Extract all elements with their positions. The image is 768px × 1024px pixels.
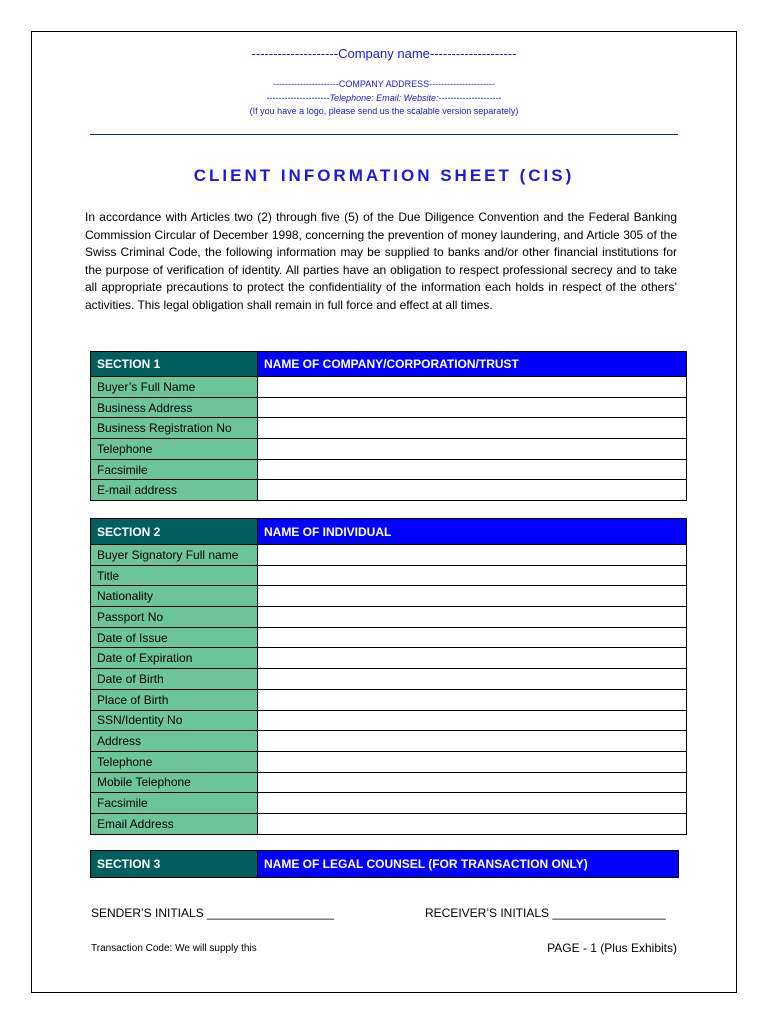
field-label: Telephone: [91, 751, 258, 772]
field-input[interactable]: [258, 545, 687, 566]
section-3-table: [90, 850, 679, 878]
section-3-label: SECTION 3: [91, 851, 258, 878]
table-row: [91, 377, 687, 398]
table-row: [91, 627, 687, 648]
field-label: Business Address: [91, 397, 258, 418]
field-label: Facsimile: [91, 793, 258, 814]
field-label: Address: [91, 731, 258, 752]
table-row: [91, 689, 687, 710]
logo-note: (If you have a logo, please send us the scalable version separately): [249, 106, 519, 116]
transaction-code: Transaction Code: We will supply this: [91, 943, 257, 954]
field-input[interactable]: [258, 813, 687, 834]
field-label: E-mail address: [91, 480, 258, 501]
field-input[interactable]: [258, 377, 687, 398]
field-input[interactable]: [258, 751, 687, 772]
receiver-initials: RECEIVER’S INITIALS _________________: [425, 906, 666, 920]
field-input[interactable]: [258, 397, 687, 418]
field-input[interactable]: [258, 689, 687, 710]
field-label: Buyer Signatory Full name: [91, 545, 258, 566]
field-label: Email Address: [91, 813, 258, 834]
section-1-label: SECTION 1: [91, 352, 258, 377]
field-input[interactable]: [258, 565, 687, 586]
table-row: [91, 418, 687, 439]
table-row: [91, 710, 687, 731]
field-input[interactable]: [258, 480, 687, 501]
field-label: Facsimile: [91, 459, 258, 480]
field-label: SSN/Identity No: [91, 710, 258, 731]
table-row: [91, 607, 687, 628]
table-row: [91, 669, 687, 690]
field-label: Mobile Telephone: [91, 772, 258, 793]
field-input[interactable]: [258, 648, 687, 669]
field-input[interactable]: [258, 586, 687, 607]
table-row: [91, 751, 687, 772]
contact-line: ---------------------Telephone: Email: Website:---------------------: [266, 93, 502, 103]
field-label: Passport No: [91, 607, 258, 628]
table-row: [91, 439, 687, 460]
section-3-heading: NAME OF LEGAL COUNSEL (FOR TRANSACTION ONLY): [258, 851, 679, 878]
section-1-heading: NAME OF COMPANY/CORPORATION/TRUST: [258, 352, 687, 377]
field-label: Title: [91, 565, 258, 586]
sender-initials: SENDER’S INITIALS ___________________: [91, 906, 334, 920]
field-input[interactable]: [258, 793, 687, 814]
table-row: [91, 459, 687, 480]
field-input[interactable]: [258, 772, 687, 793]
field-input[interactable]: [258, 459, 687, 480]
table-row: [91, 731, 687, 752]
field-label: Date of Birth: [91, 669, 258, 690]
table-row: [91, 545, 687, 566]
field-label: Date of Expiration: [91, 648, 258, 669]
field-input[interactable]: [258, 731, 687, 752]
company-address: ----------------------COMPANY ADDRESS----------------------: [272, 79, 496, 89]
field-input[interactable]: [258, 710, 687, 731]
field-label: Nationality: [91, 586, 258, 607]
intro-paragraph: In accordance with Articles two (2) through five (5) of the Due Diligence Convention and the Federal Banking Commission Circular of December 1998, concerning the prevention of money laundering, and Article 305 of the Swiss Criminal Code, the following information may be supplied to banks and/or other financial institutions for the purpose of verification of identity. All parties have an obligation to respect professional secrecy and to take all appropriate precautions to protect the confidentiality of the information each holds in respect of the others’ activities. This legal obligation shall remain in full force and effect at all times.: [85, 210, 677, 312]
table-row: [91, 586, 687, 607]
table-row: [91, 565, 687, 586]
field-input[interactable]: [258, 607, 687, 628]
section-2-heading: NAME OF INDIVIDUAL: [258, 519, 687, 545]
table-row: [91, 397, 687, 418]
company-name: --------------------Company name--------------------: [251, 46, 517, 61]
section-2-table: [90, 518, 687, 835]
table-row: [91, 793, 687, 814]
table-row: [91, 648, 687, 669]
table-row: [91, 480, 687, 501]
field-input[interactable]: [258, 627, 687, 648]
field-input[interactable]: [258, 439, 687, 460]
field-label: Date of Issue: [91, 627, 258, 648]
field-label: Telephone: [91, 439, 258, 460]
field-input[interactable]: [258, 418, 687, 439]
field-label: Business Registration No: [91, 418, 258, 439]
field-input[interactable]: [258, 669, 687, 690]
field-label: Place of Birth: [91, 689, 258, 710]
table-row: [91, 772, 687, 793]
section-2-label: SECTION 2: [91, 519, 258, 545]
page-number: PAGE - 1 (Plus Exhibits): [547, 941, 677, 955]
field-label: Buyer’s Full Name: [91, 377, 258, 398]
header-divider: [90, 134, 678, 135]
document-title: CLIENT INFORMATION SHEET (CIS): [193, 166, 575, 185]
section-1-table: [90, 351, 687, 501]
table-row: [91, 813, 687, 834]
